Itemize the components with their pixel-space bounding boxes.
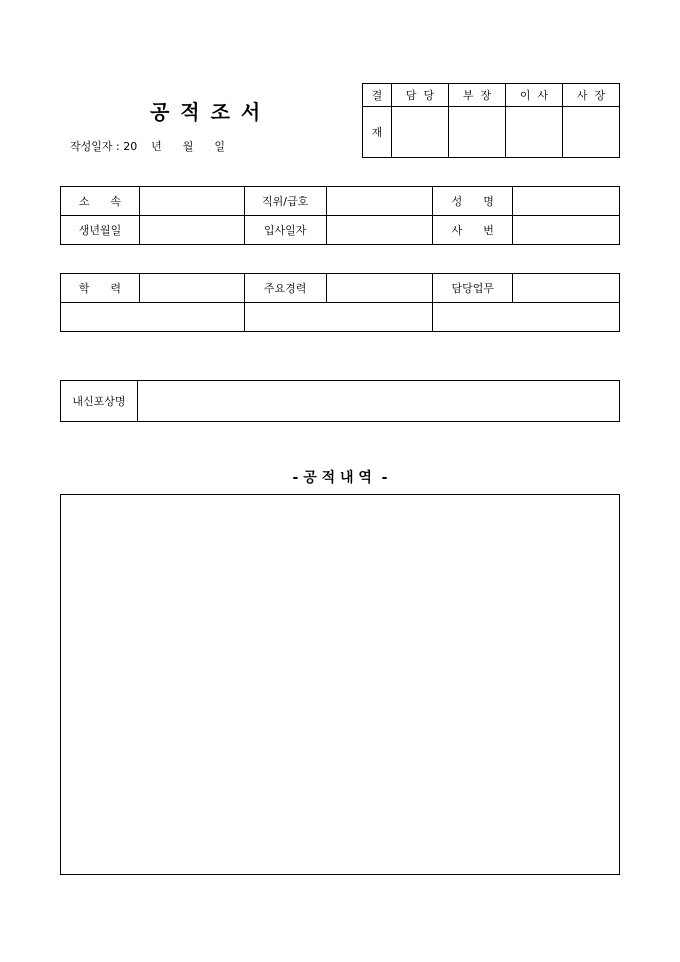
approval-table — [362, 83, 620, 158]
value-name[interactable] — [513, 187, 620, 216]
label-hire-date: 입사일자 — [244, 216, 326, 245]
career-detail-cell[interactable] — [244, 303, 433, 332]
merit-details-title: - 공 적 내 역 - — [292, 470, 388, 486]
education-detail-cell[interactable] — [61, 303, 245, 332]
label-name: 성 명 — [433, 187, 513, 216]
approval-sign-manager[interactable] — [392, 107, 449, 158]
value-employee-number[interactable] — [513, 216, 620, 245]
value-position-grade[interactable] — [326, 187, 433, 216]
personal-info-table — [60, 186, 620, 245]
label-main-career: 주요경력 — [244, 274, 326, 303]
value-award-name[interactable] — [138, 381, 620, 422]
approval-sign-director[interactable] — [449, 107, 506, 158]
creation-date-line: 작성일자 : 20 년 월 일 — [70, 140, 226, 153]
label-award-name: 내신포상명 — [61, 381, 138, 422]
approval-col-director: 부 장 — [449, 84, 506, 107]
duties-detail-cell[interactable] — [433, 303, 620, 332]
document-title: 공 적 조 서 — [150, 100, 263, 124]
merit-details-box[interactable] — [60, 494, 620, 875]
label-employee-number: 사 번 — [433, 216, 513, 245]
label-position-grade: 직위/급호 — [244, 187, 326, 216]
approval-sign-executive[interactable] — [506, 107, 563, 158]
approval-col-president: 사 장 — [563, 84, 620, 107]
approval-sign-president[interactable] — [563, 107, 620, 158]
value-duties[interactable] — [513, 274, 620, 303]
value-education[interactable] — [139, 274, 244, 303]
label-department: 소 속 — [61, 187, 140, 216]
award-table — [60, 380, 620, 422]
approval-side-top: 결 — [363, 84, 392, 107]
approval-col-executive: 이 사 — [506, 84, 563, 107]
label-education: 학 력 — [61, 274, 140, 303]
value-main-career[interactable] — [326, 274, 433, 303]
value-department[interactable] — [139, 187, 244, 216]
label-birthdate: 생년월일 — [61, 216, 140, 245]
label-duties: 담당업무 — [433, 274, 513, 303]
approval-col-manager: 담 당 — [392, 84, 449, 107]
career-info-table — [60, 273, 620, 332]
value-birthdate[interactable] — [139, 216, 244, 245]
value-hire-date[interactable] — [326, 216, 433, 245]
approval-side-bottom: 재 — [363, 107, 392, 158]
